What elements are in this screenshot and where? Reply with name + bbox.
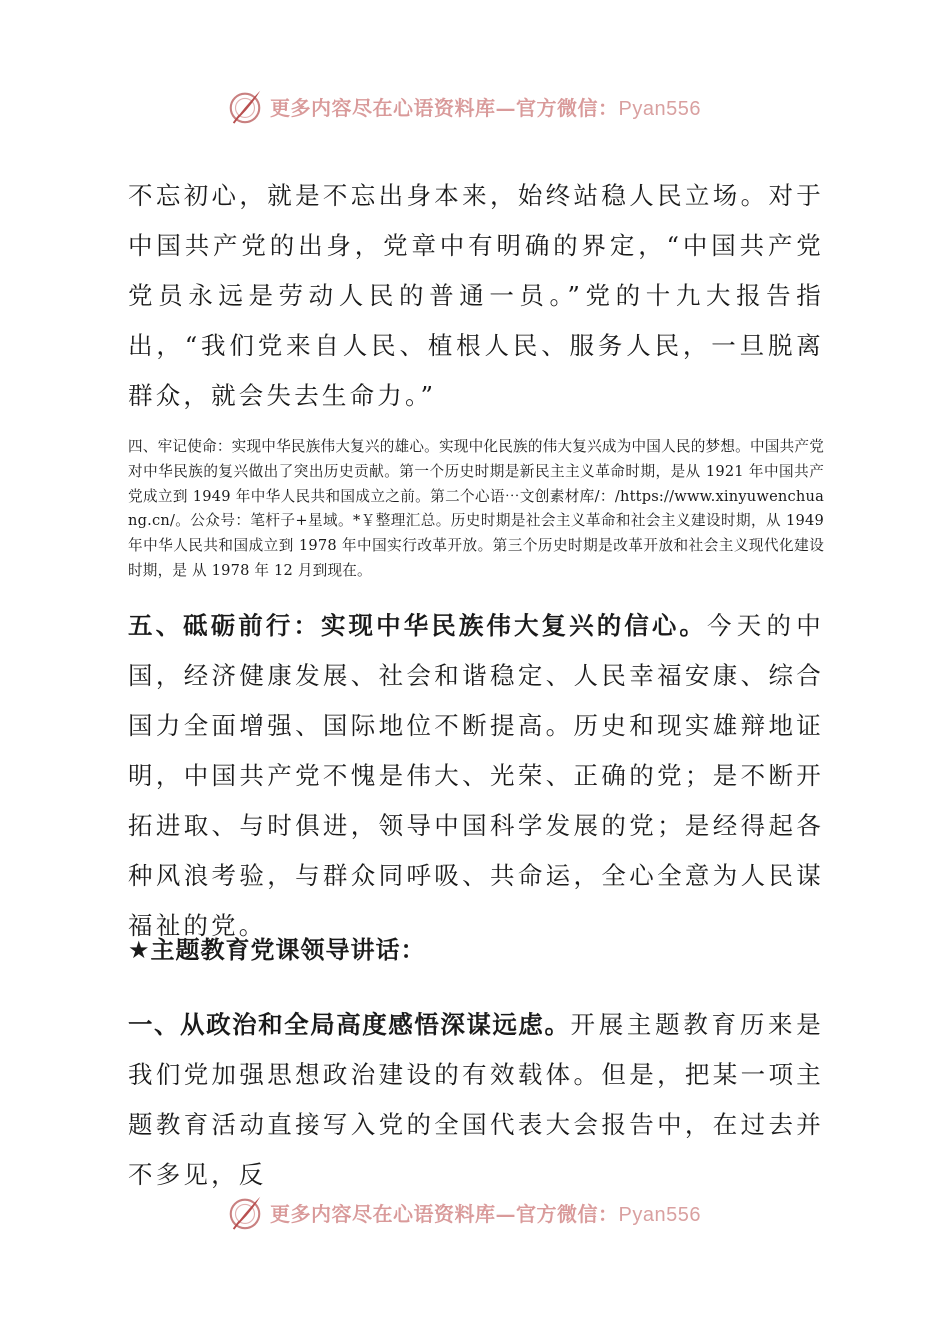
body-paragraph: 不忘初心，就是不忘出身本来，始终站稳人民立场。对于中国共产党的出身，党章中有明确的界定，“中国共产党党员永远是劳动人民的普通一员。”党的十九大报告指出，“我们党来自人民、植根人民、服务人民，一旦脱离群众，就会失去生命力。”	[128, 181, 824, 410]
body-paragraph	[128, 601, 824, 951]
paragraph-block-1	[128, 171, 824, 421]
section-heading: ★主题教育党课领导讲话：	[128, 936, 426, 964]
paragraph-block-2	[128, 435, 824, 584]
paragraph-body: 开展主题教育历来是我们党加强思想政治建设的有效载体。但是，把某一项主题教育活动直接写入党的全国代表大会报告中，在过去并不多见，反	[128, 1010, 824, 1189]
watermark-text: 更多内容尽在心语资料库—官方微信：Pyan556	[270, 1201, 701, 1226]
body-paragraph	[128, 1000, 824, 1200]
quill-logo-icon	[226, 87, 264, 125]
paragraph-lead: 一、从政治和全局高度感悟深谋远虑。	[128, 1010, 571, 1039]
watermark-header	[226, 86, 701, 126]
watermark-footer	[226, 1192, 701, 1232]
quill-logo-icon	[226, 1193, 264, 1231]
small-paragraph: 四、牢记使命：实现中华民族伟大复兴的雄心。实现中化民族的伟大复兴成为中国人民的梦想。中国共产党 对中华民族的复兴做出了突出历史贡献。第一个历史时期是新民主主义革命时期，是从 1921 年中国共产党成立到 1949 年中华人民共和国成立之前。第二个心语⋯文创素材库/：/https://www.xinyuwenchuang.cn/。公众号：笔杆子+星域。*￥整理汇总。历史时期是社会主义革命和社会主义建设时期，从 1949 年中华人民共和国成立到 1978 年中国实行改革开放。第三个历史时期是改革开放和社会主义现代化建设时期，是 从 1978 年 12 月到现在。	[128, 438, 824, 579]
paragraph-lead: 五、砥砺前行：实现中华民族伟大复兴的信心。	[128, 611, 707, 640]
paragraph-body: 今天的中国，经济健康发展、社会和谐稳定、人民幸福安康、综合国力全面增强、国际地位不断提高。历史和现实雄辩地证明，中国共产党不愧是伟大、光荣、正确的党；是不断开拓进取、与时俱进，领导中国科学发展的党；是经得起各种风浪考验，与群众同呼吸、共命运，全心全意为人民谋福祉的党。	[128, 611, 824, 940]
watermark-text: 更多内容尽在心语资料库—官方微信：Pyan556	[270, 95, 701, 120]
section-heading-block	[128, 925, 824, 975]
paragraph-block-4	[128, 1000, 824, 1200]
paragraph-block-3	[128, 601, 824, 951]
